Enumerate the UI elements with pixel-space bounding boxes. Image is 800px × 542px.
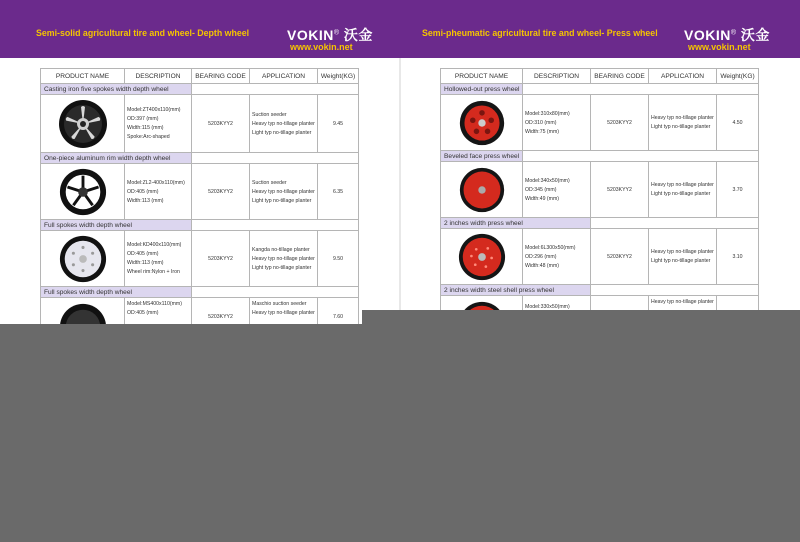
product-weight: 9.45 [318, 95, 359, 153]
product-detail-row [441, 95, 759, 151]
product-name-row: One-piece aluminum rim width depth wheel [41, 153, 359, 164]
bearing-code: 5203KYY2 [192, 298, 250, 354]
product-application: Heavy typ no-tillage planter Light typ no-tillage planter [649, 229, 717, 285]
right-brand-url: www.vokin.net [688, 42, 751, 52]
column-header: PRODUCT NAME [441, 69, 523, 84]
right-page-title: Semi-pheumatic agricultural tire and wheel- Press wheel [422, 28, 658, 38]
product-description: Model:340x50(mm) OD:345 (mm) Width:49 (mm) [523, 162, 591, 218]
product-application: Suction seeder Heavy typ no-tillage planter Light typ no-tillage planter [250, 164, 318, 220]
hollowed-press-wheel-icon [458, 99, 506, 147]
product-description: Model:6L300x50(mm) OD:296 (mm) Width:48 (mm) [523, 229, 591, 285]
product-name-row: Full spokes width depth wheel [41, 287, 359, 298]
product-name-row: 2 inches width press wheel [441, 218, 759, 229]
product-description: Model:ZT400x110(mm) OD:397 (mm) Width:115 (mm) Spoke:Arc-shaped [125, 95, 192, 153]
depth-wheel-table [40, 68, 359, 354]
left-page-title: Semi-solid agricultural tire and wheel- Depth wheel [36, 28, 250, 38]
product-application: Kangda no-tillage planter Heavy typ no-tillage planter Light typ no-tillage planter [250, 231, 318, 287]
full-spoke-wheel-icon [58, 234, 108, 284]
product-name-row: Hollowed-out press wheel [441, 84, 759, 95]
product-application: Heavy typ no-tillage planter [649, 296, 717, 352]
table-header-row [41, 69, 359, 84]
right-header-banner [400, 0, 800, 58]
product-name-row: Beveled face press wheel [441, 151, 759, 162]
product-image [41, 164, 125, 220]
product-weight: 4.50 [717, 95, 759, 151]
bearing-code: 5203KYY2 [591, 229, 649, 285]
beveled-press-wheel-icon [458, 166, 506, 214]
product-weight: 9.50 [318, 231, 359, 287]
product-description: Model:330x50(mm) [523, 296, 591, 352]
product-image [41, 231, 125, 287]
column-header: BEARING CODE [192, 69, 250, 84]
bearing-code: 5203KYY2 [591, 162, 649, 218]
bearing-code: 5203KYY2 [192, 164, 250, 220]
product-name-row: 2 inches width steel shell press wheel [441, 285, 759, 296]
product-weight: 6.35 [318, 164, 359, 220]
column-header: PRODUCT NAME [41, 69, 125, 84]
product-detail-row [441, 229, 759, 285]
press-wheel-icon [457, 232, 507, 282]
product-application: Suction seeder Heavy typ no-tillage planter Light typ no-tillage planter [250, 95, 318, 153]
page-spine [399, 58, 401, 310]
five-spoke-wheel-icon [57, 98, 109, 150]
column-header: BEARING CODE [591, 69, 649, 84]
gray-overlay [0, 324, 800, 542]
column-header: DESCRIPTION [125, 69, 192, 84]
right-brand-logo: VOKIN® 沃金 [684, 27, 770, 43]
product-image [441, 95, 523, 151]
product-description: Model:310x80(mm) OD:310 (mm) Width:75 (mm) [523, 95, 591, 151]
column-header: APPLICATION [649, 69, 717, 84]
product-image [41, 95, 125, 153]
column-header: DESCRIPTION [523, 69, 591, 84]
left-header-banner [0, 0, 400, 58]
bearing-code: 5203KYY2 [192, 95, 250, 153]
product-detail-row [441, 162, 759, 218]
product-application: Maschio suction seeder Heavy typ no-tillage planter [250, 298, 318, 354]
column-header: APPLICATION [250, 69, 318, 84]
column-header: Weight(KG) [318, 69, 359, 84]
bearing-code: 5203KYY2 [591, 95, 649, 151]
product-detail-row [41, 231, 359, 287]
product-description: Model:MS400x110(mm) OD:405 (mm) [125, 298, 192, 354]
product-weight: 7.60 [318, 298, 359, 354]
product-application: Heavy typ no-tillage planter Light typ no-tillage planter [649, 95, 717, 151]
product-image [441, 229, 523, 285]
table-header-row [441, 69, 759, 84]
product-description: Model:ZL2-400x110(mm) OD:405 (mm) Width:113 (mm) [125, 164, 192, 220]
product-weight: 3.70 [717, 162, 759, 218]
column-header: Weight(KG) [717, 69, 759, 84]
aluminum-rim-wheel-icon [58, 167, 108, 217]
bearing-code: 5203KYY2 [192, 231, 250, 287]
product-application: Heavy typ no-tillage planter Light typ no-tillage planter [649, 162, 717, 218]
product-weight: 3.10 [717, 229, 759, 285]
product-detail-row [41, 164, 359, 220]
product-image [441, 162, 523, 218]
product-name-row: Full spokes width depth wheel [41, 220, 359, 231]
product-detail-row [41, 95, 359, 153]
left-brand-logo: VOKIN® 沃金 [287, 27, 373, 43]
product-description: Model:KD400x110(mm) OD:405 (mm) Width:113 (mm) Wheel rim:Nylon + Iron [125, 231, 192, 287]
product-name-row: Casting iron five spokes width depth wheel [41, 84, 359, 95]
left-brand-url: www.vokin.net [290, 42, 353, 52]
